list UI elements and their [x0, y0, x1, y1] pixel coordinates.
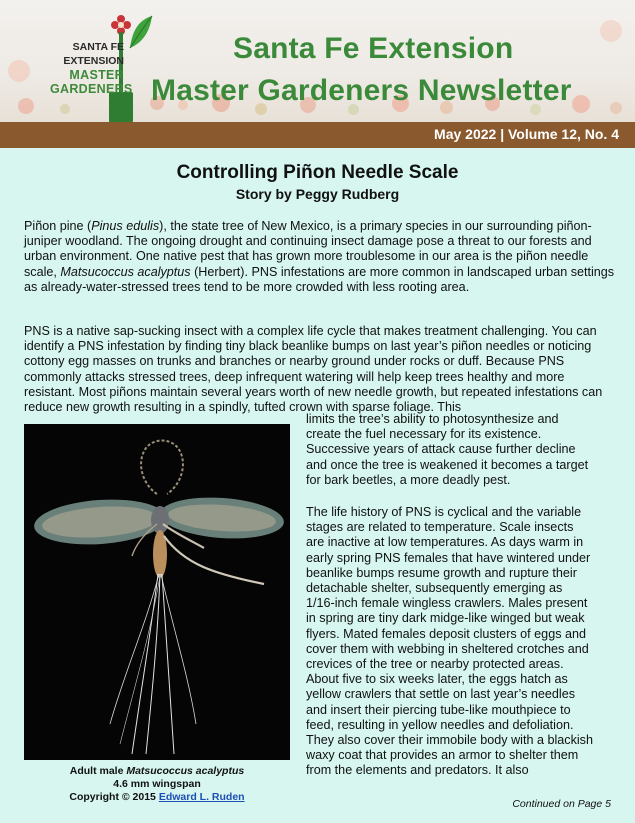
logo-line-master: MASTER: [69, 68, 124, 82]
continued-note: Continued on Page 5: [512, 798, 611, 810]
scientific-name: Pinus edulis: [91, 219, 160, 233]
newsletter-title-line1: Santa Fe Extension: [233, 32, 514, 65]
newsletter-title-line2: Master Gardeners Newsletter: [151, 74, 572, 107]
shovel-icon: [109, 92, 133, 124]
logo-text: [50, 40, 133, 96]
caption-line3: Copyright © 2015 Edward L. Ruden: [69, 791, 245, 803]
leaf-icon: [128, 14, 154, 50]
caption-line1: Adult male Matsucoccus acalyptus: [69, 765, 245, 777]
article-byline: Story by Peggy Rudberg: [235, 186, 400, 202]
issue-info: May 2022 | Volume 12, No. 4: [434, 126, 619, 142]
caption-line2: 4.6 mm wingspan: [113, 778, 201, 790]
article-title: Controlling Piñon Needle Scale: [176, 162, 459, 183]
paragraph-life-history: The life history of PNS is cyclical and the variable stages are related to temperature. Scale insects are inactive at low temperatures. As days warm in early spring PNS females that have wintered under beanlike bumps resume growth and rupture their detachable shelter, subsequently emerging as 1/16-inch female wingless crawlers. Males present in spring are tiny dark midge-like winged but weak flyers. Mated females deposit clusters of eggs and cover them with webbing in sheltered crotches and crevices of the tree or nearby protected areas. About five to six weeks later, the eggs hatch as yellow crawlers that settle on last year’s needles and insert their piercing tube-like mouthpiece to feed, resulting in yellow needles and defoliation. They also cover their immobile body with a blackish waxy coat that provides an armor to shelter them from the elements and predators. It also: [306, 505, 593, 778]
insect-photo: [24, 424, 290, 760]
logo-line-gardeners: GARDENERS: [50, 82, 133, 96]
logo-line-santa-fe: SANTA FE: [72, 41, 124, 53]
newsletter-header: [0, 0, 635, 124]
scientific-name: Matsucoccus acalyptus: [60, 264, 191, 279]
paragraph-intro: Piñon pine (Pinus edulis), the state tree of New Mexico, is a primary species in our surrounding piñon-juniper woodland. The ongoing drought and continuing insect damage pose a threat to our forests and urban environment. One native pest that has grown more troublesome in our area is the piñon needle scale, Matsucoccus acalyptus (Herbert). PNS infestations are more common in landscaped urban settings as already-water-stressed trees tend to be more crowded with less rooting area.: [24, 219, 615, 294]
issue-band: [0, 122, 635, 148]
insect-illustration: [24, 424, 290, 760]
photographer-link[interactable]: Edward L. Ruden: [158, 791, 245, 803]
photo-caption: [24, 765, 290, 804]
logo-line-extension: EXTENSION: [63, 55, 124, 67]
paragraph-decline: limits the tree’s ability to photosynthesize and create the fuel necessary for its existence. Successive years of attack cause further decline and once the tree is weakened it becomes a target for bark beetles, a more deadly pest.: [306, 412, 589, 487]
paragraph-identification: PNS is a native sap-sucking insect with a complex life cycle that makes treatment challenging. You can identify a PNS infestation by finding tiny black beanlike bumps on last year’s piñon needles or noticing cottony egg masses on trunks and branches or nearby ground under rocks or duff. Because PNS commonly attacks stressed trees, deep infrequent watering will help keep trees healthy and more resistant. Most piñons maintain several years worth of new needle growth, but repeated infestations can reduce new growth resulting in a spindly, tufted crown with sparse foliage. This: [24, 324, 603, 415]
